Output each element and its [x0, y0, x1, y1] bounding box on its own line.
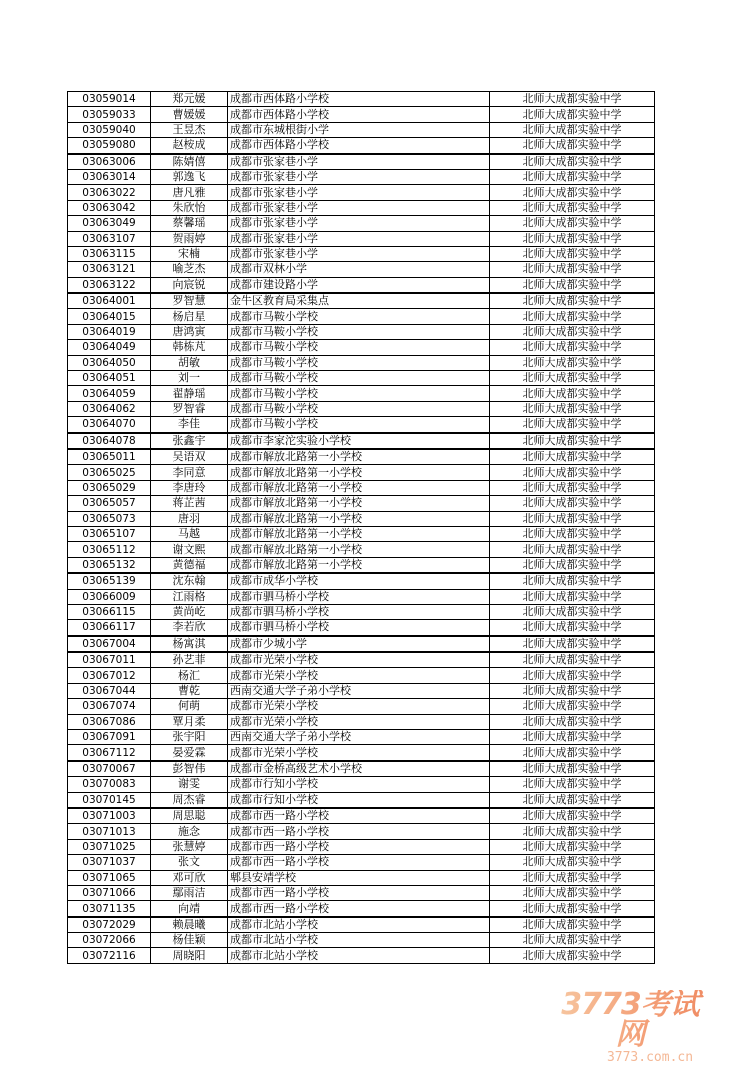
- table-row: [68, 620, 655, 636]
- table-row: [68, 231, 655, 246]
- admitted-school-cell: 北师大成都实验中学: [490, 542, 655, 557]
- school-name-cell: 成都市成华小学校: [228, 573, 490, 589]
- school-name-cell: 成都市光荣小学校: [228, 668, 490, 683]
- student-id-cell: 03063022: [68, 185, 151, 200]
- student-id-cell: 03071025: [68, 839, 151, 854]
- student-name-cell: 韩栋芃: [151, 340, 228, 355]
- table-row: [68, 901, 655, 917]
- school-name-cell: 成都市西一路小学校: [228, 824, 490, 839]
- table-row: [68, 293, 655, 309]
- table-row: [68, 324, 655, 339]
- table-row: [68, 777, 655, 792]
- student-name-cell: 杨汇: [151, 668, 228, 683]
- school-name-cell: 成都市马鞍小学校: [228, 324, 490, 339]
- school-name-cell: 成都市西体路小学校: [228, 107, 490, 122]
- table-row: [68, 496, 655, 511]
- student-id-cell: 03064078: [68, 433, 151, 449]
- student-name-cell: 彭智伟: [151, 761, 228, 777]
- student-id-cell: 03067011: [68, 652, 151, 668]
- school-name-cell: 成都市马鞍小学校: [228, 371, 490, 386]
- student-name-cell: 李唐玲: [151, 480, 228, 495]
- table-row: [68, 107, 655, 122]
- table-row: [68, 808, 655, 824]
- admitted-school-cell: 北师大成都实验中学: [490, 417, 655, 433]
- table-row: [68, 636, 655, 652]
- student-id-cell: 03072116: [68, 948, 151, 963]
- school-name-cell: 成都市光荣小学校: [228, 745, 490, 761]
- student-id-cell: 03070083: [68, 777, 151, 792]
- student-name-cell: 周晓阳: [151, 948, 228, 963]
- table-row: [68, 948, 655, 963]
- table-row: [68, 604, 655, 619]
- admitted-school-cell: 北师大成都实验中学: [490, 216, 655, 231]
- school-name-cell: 成都市解放北路第一小学校: [228, 465, 490, 480]
- table-row: [68, 870, 655, 885]
- student-id-cell: 03065107: [68, 526, 151, 541]
- table-row: [68, 200, 655, 215]
- student-id-cell: 03066009: [68, 589, 151, 604]
- table-row: [68, 730, 655, 745]
- school-name-cell: 成都市马鞍小学校: [228, 340, 490, 355]
- student-name-cell: 翟静瑶: [151, 386, 228, 401]
- student-name-cell: 陈婧僖: [151, 154, 228, 170]
- student-id-cell: 03067044: [68, 683, 151, 698]
- admitted-school-cell: 北师大成都实验中学: [490, 557, 655, 573]
- admitted-school-cell: 北师大成都实验中学: [490, 324, 655, 339]
- roster-body: [68, 92, 655, 964]
- student-name-cell: 罗智慧: [151, 293, 228, 309]
- school-name-cell: 金牛区教育局采集点: [228, 293, 490, 309]
- student-name-cell: 曹乾: [151, 683, 228, 698]
- student-id-cell: 03065057: [68, 496, 151, 511]
- school-name-cell: 成都市马鞍小学校: [228, 386, 490, 401]
- student-id-cell: 03067012: [68, 668, 151, 683]
- table-row: [68, 371, 655, 386]
- table-row: [68, 745, 655, 761]
- student-name-cell: 赖晨曦: [151, 917, 228, 933]
- table-row: [68, 262, 655, 277]
- watermark-logo: 3773考试网: [550, 990, 710, 1050]
- admitted-school-cell: 北师大成都实验中学: [490, 714, 655, 729]
- admitted-school-cell: 北师大成都实验中学: [490, 699, 655, 714]
- admitted-school-cell: 北师大成都实验中学: [490, 573, 655, 589]
- admitted-school-cell: 北师大成都实验中学: [490, 231, 655, 246]
- student-name-cell: 鄢雨洁: [151, 885, 228, 900]
- admitted-school-cell: 北师大成都实验中学: [490, 122, 655, 137]
- student-name-cell: 向宸锐: [151, 277, 228, 293]
- table-row: [68, 277, 655, 293]
- student-id-cell: 03065132: [68, 557, 151, 573]
- school-name-cell: 成都市北站小学校: [228, 933, 490, 948]
- admitted-school-cell: 北师大成都实验中学: [490, 901, 655, 917]
- table-row: [68, 401, 655, 416]
- admitted-school-cell: 北师大成都实验中学: [490, 138, 655, 154]
- student-id-cell: 03071003: [68, 808, 151, 824]
- school-name-cell: 成都市解放北路第一小学校: [228, 526, 490, 541]
- student-name-cell: 贺雨婷: [151, 231, 228, 246]
- student-id-cell: 03059033: [68, 107, 151, 122]
- admitted-school-cell: 北师大成都实验中学: [490, 154, 655, 170]
- student-name-cell: 郭逸飞: [151, 169, 228, 184]
- student-name-cell: 宋楠: [151, 246, 228, 261]
- table-row: [68, 449, 655, 465]
- student-id-cell: 03064051: [68, 371, 151, 386]
- school-name-cell: 成都市张家巷小学: [228, 200, 490, 215]
- admitted-school-cell: 北师大成都实验中学: [490, 262, 655, 277]
- school-name-cell: 成都市少城小学: [228, 636, 490, 652]
- student-id-cell: 03064050: [68, 355, 151, 370]
- student-id-cell: 03070145: [68, 792, 151, 808]
- admitted-school-cell: 北师大成都实验中学: [490, 511, 655, 526]
- table-row: [68, 573, 655, 589]
- student-name-cell: 朱欣怡: [151, 200, 228, 215]
- student-name-cell: 何萌: [151, 699, 228, 714]
- admitted-school-cell: 北师大成都实验中学: [490, 777, 655, 792]
- student-id-cell: 03063014: [68, 169, 151, 184]
- student-name-cell: 向靖: [151, 901, 228, 917]
- student-id-cell: 03065025: [68, 465, 151, 480]
- school-name-cell: 西南交通大学子弟小学校: [228, 730, 490, 745]
- table-row: [68, 839, 655, 854]
- site-watermark: [550, 987, 710, 1066]
- table-row: [68, 511, 655, 526]
- admitted-school-cell: 北师大成都实验中学: [490, 277, 655, 293]
- table-row: [68, 824, 655, 839]
- table-row: [68, 668, 655, 683]
- school-name-cell: 成都市西一路小学校: [228, 885, 490, 900]
- student-id-cell: 03065073: [68, 511, 151, 526]
- admitted-school-cell: 北师大成都实验中学: [490, 200, 655, 215]
- school-name-cell: 成都市驷马桥小学校: [228, 604, 490, 619]
- table-row: [68, 246, 655, 261]
- school-name-cell: 成都市李家沱实验小学校: [228, 433, 490, 449]
- student-id-cell: 03065011: [68, 449, 151, 465]
- student-name-cell: 周杰睿: [151, 792, 228, 808]
- school-name-cell: 成都市驷马桥小学校: [228, 620, 490, 636]
- student-id-cell: 03064070: [68, 417, 151, 433]
- school-name-cell: 成都市马鞍小学校: [228, 355, 490, 370]
- student-name-cell: 黄德福: [151, 557, 228, 573]
- admitted-school-cell: 北师大成都实验中学: [490, 839, 655, 854]
- admitted-school-cell: 北师大成都实验中学: [490, 589, 655, 604]
- table-row: [68, 683, 655, 698]
- school-name-cell: 成都市张家巷小学: [228, 216, 490, 231]
- student-id-cell: 03066117: [68, 620, 151, 636]
- admitted-school-cell: 北师大成都实验中学: [490, 761, 655, 777]
- student-id-cell: 03071013: [68, 824, 151, 839]
- admitted-school-cell: 北师大成都实验中学: [490, 808, 655, 824]
- admitted-school-cell: 北师大成都实验中学: [490, 604, 655, 619]
- student-id-cell: 03067004: [68, 636, 151, 652]
- table-row: [68, 699, 655, 714]
- school-name-cell: 成都市行知小学校: [228, 777, 490, 792]
- student-id-cell: 03065112: [68, 542, 151, 557]
- student-name-cell: 曹媛媛: [151, 107, 228, 122]
- student-id-cell: 03072029: [68, 917, 151, 933]
- student-id-cell: 03064001: [68, 293, 151, 309]
- student-name-cell: 江雨格: [151, 589, 228, 604]
- table-row: [68, 526, 655, 541]
- admitted-school-cell: 北师大成都实验中学: [490, 526, 655, 541]
- school-name-cell: 成都市光荣小学校: [228, 714, 490, 729]
- student-name-cell: 杨佳颖: [151, 933, 228, 948]
- student-roster-table: [67, 91, 655, 964]
- admitted-school-cell: 北师大成都实验中学: [490, 107, 655, 122]
- student-id-cell: 03064019: [68, 324, 151, 339]
- admitted-school-cell: 北师大成都实验中学: [490, 652, 655, 668]
- student-name-cell: 郑元媛: [151, 92, 228, 107]
- student-name-cell: 喻芝杰: [151, 262, 228, 277]
- student-name-cell: 谢文熙: [151, 542, 228, 557]
- admitted-school-cell: 北师大成都实验中学: [490, 948, 655, 963]
- table-row: [68, 557, 655, 573]
- table-row: [68, 433, 655, 449]
- admitted-school-cell: 北师大成都实验中学: [490, 745, 655, 761]
- table-row: [68, 792, 655, 808]
- student-name-cell: 张鑫宇: [151, 433, 228, 449]
- school-name-cell: 成都市解放北路第一小学校: [228, 511, 490, 526]
- student-name-cell: 赵桉成: [151, 138, 228, 154]
- student-name-cell: 孙艺菲: [151, 652, 228, 668]
- admitted-school-cell: 北师大成都实验中学: [490, 309, 655, 324]
- student-id-cell: 03059014: [68, 92, 151, 107]
- school-name-cell: 成都市西一路小学校: [228, 839, 490, 854]
- watermark-url: 3773.com.cn: [606, 1050, 694, 1065]
- student-name-cell: 黄尚屹: [151, 604, 228, 619]
- admitted-school-cell: 北师大成都实验中学: [490, 293, 655, 309]
- student-id-cell: 03063121: [68, 262, 151, 277]
- student-id-cell: 03064062: [68, 401, 151, 416]
- school-name-cell: 成都市解放北路第一小学校: [228, 496, 490, 511]
- admitted-school-cell: 北师大成都实验中学: [490, 792, 655, 808]
- student-id-cell: 03064059: [68, 386, 151, 401]
- table-row: [68, 355, 655, 370]
- table-row: [68, 169, 655, 184]
- student-name-cell: 张文: [151, 855, 228, 870]
- table-row: [68, 933, 655, 948]
- student-id-cell: 03072066: [68, 933, 151, 948]
- table-row: [68, 386, 655, 401]
- student-name-cell: 胡敏: [151, 355, 228, 370]
- admitted-school-cell: 北师大成都实验中学: [490, 433, 655, 449]
- student-id-cell: 03067112: [68, 745, 151, 761]
- student-name-cell: 杨寓淇: [151, 636, 228, 652]
- school-name-cell: 成都市光荣小学校: [228, 652, 490, 668]
- admitted-school-cell: 北师大成都实验中学: [490, 933, 655, 948]
- table-row: [68, 340, 655, 355]
- school-name-cell: 成都市东城根街小学: [228, 122, 490, 137]
- student-id-cell: 03064015: [68, 309, 151, 324]
- admitted-school-cell: 北师大成都实验中学: [490, 371, 655, 386]
- school-name-cell: 成都市光荣小学校: [228, 699, 490, 714]
- school-name-cell: 成都市西一路小学校: [228, 901, 490, 917]
- student-name-cell: 覃月柔: [151, 714, 228, 729]
- student-name-cell: 唐羽: [151, 511, 228, 526]
- table-row: [68, 216, 655, 231]
- admitted-school-cell: 北师大成都实验中学: [490, 683, 655, 698]
- table-row: [68, 652, 655, 668]
- school-name-cell: 成都市西一路小学校: [228, 855, 490, 870]
- student-id-cell: 03063042: [68, 200, 151, 215]
- student-id-cell: 03067086: [68, 714, 151, 729]
- admitted-school-cell: 北师大成都实验中学: [490, 465, 655, 480]
- school-name-cell: 成都市驷马桥小学校: [228, 589, 490, 604]
- admitted-school-cell: 北师大成都实验中学: [490, 870, 655, 885]
- student-id-cell: 03070067: [68, 761, 151, 777]
- student-name-cell: 周思聪: [151, 808, 228, 824]
- school-name-cell: 成都市北站小学校: [228, 917, 490, 933]
- admitted-school-cell: 北师大成都实验中学: [490, 730, 655, 745]
- school-name-cell: 成都市马鞍小学校: [228, 309, 490, 324]
- admitted-school-cell: 北师大成都实验中学: [490, 824, 655, 839]
- student-id-cell: 03065029: [68, 480, 151, 495]
- table-row: [68, 417, 655, 433]
- school-name-cell: 成都市西体路小学校: [228, 138, 490, 154]
- school-name-cell: 成都市西一路小学校: [228, 808, 490, 824]
- student-name-cell: 马越: [151, 526, 228, 541]
- admitted-school-cell: 北师大成都实验中学: [490, 496, 655, 511]
- table-row: [68, 92, 655, 107]
- student-name-cell: 蒋芷茜: [151, 496, 228, 511]
- student-name-cell: 谢雯: [151, 777, 228, 792]
- table-row: [68, 917, 655, 933]
- admitted-school-cell: 北师大成都实验中学: [490, 917, 655, 933]
- student-id-cell: 03071065: [68, 870, 151, 885]
- admitted-school-cell: 北师大成都实验中学: [490, 620, 655, 636]
- table-row: [68, 138, 655, 154]
- student-name-cell: 唐凡雅: [151, 185, 228, 200]
- school-name-cell: 成都市张家巷小学: [228, 185, 490, 200]
- school-name-cell: 成都市张家巷小学: [228, 246, 490, 261]
- admitted-school-cell: 北师大成都实验中学: [490, 885, 655, 900]
- student-name-cell: 唐鸿寅: [151, 324, 228, 339]
- school-name-cell: 成都市金桥高级艺术小学校: [228, 761, 490, 777]
- student-name-cell: 王昱杰: [151, 122, 228, 137]
- student-name-cell: 罗智睿: [151, 401, 228, 416]
- school-name-cell: 成都市张家巷小学: [228, 169, 490, 184]
- school-name-cell: 成都市解放北路第一小学校: [228, 480, 490, 495]
- table-row: [68, 542, 655, 557]
- table-row: [68, 154, 655, 170]
- admitted-school-cell: 北师大成都实验中学: [490, 185, 655, 200]
- table-row: [68, 309, 655, 324]
- student-name-cell: 蔡馨瑶: [151, 216, 228, 231]
- school-name-cell: 成都市解放北路第一小学校: [228, 449, 490, 465]
- table-row: [68, 122, 655, 137]
- student-name-cell: 吴语双: [151, 449, 228, 465]
- admitted-school-cell: 北师大成都实验中学: [490, 668, 655, 683]
- student-name-cell: 邓可欣: [151, 870, 228, 885]
- school-name-cell: 成都市双林小学: [228, 262, 490, 277]
- student-id-cell: 03063006: [68, 154, 151, 170]
- school-name-cell: 西南交通大学子弟小学校: [228, 683, 490, 698]
- student-name-cell: 沈东翰: [151, 573, 228, 589]
- admitted-school-cell: 北师大成都实验中学: [490, 480, 655, 495]
- school-name-cell: 郫县安靖学校: [228, 870, 490, 885]
- student-name-cell: 张宇阳: [151, 730, 228, 745]
- student-id-cell: 03064049: [68, 340, 151, 355]
- admitted-school-cell: 北师大成都实验中学: [490, 340, 655, 355]
- admitted-school-cell: 北师大成都实验中学: [490, 246, 655, 261]
- school-name-cell: 成都市解放北路第一小学校: [228, 557, 490, 573]
- admitted-school-cell: 北师大成都实验中学: [490, 855, 655, 870]
- student-name-cell: 杨启星: [151, 309, 228, 324]
- admitted-school-cell: 北师大成都实验中学: [490, 449, 655, 465]
- school-name-cell: 成都市马鞍小学校: [228, 401, 490, 416]
- student-id-cell: 03071037: [68, 855, 151, 870]
- school-name-cell: 成都市张家巷小学: [228, 154, 490, 170]
- school-name-cell: 成都市西体路小学校: [228, 92, 490, 107]
- school-name-cell: 成都市解放北路第一小学校: [228, 542, 490, 557]
- table-row: [68, 465, 655, 480]
- student-id-cell: 03063115: [68, 246, 151, 261]
- admitted-school-cell: 北师大成都实验中学: [490, 401, 655, 416]
- table-row: [68, 589, 655, 604]
- admitted-school-cell: 北师大成都实验中学: [490, 636, 655, 652]
- student-id-cell: 03059040: [68, 122, 151, 137]
- student-name-cell: 张慧婷: [151, 839, 228, 854]
- student-id-cell: 03059080: [68, 138, 151, 154]
- student-id-cell: 03063049: [68, 216, 151, 231]
- student-name-cell: 李佳: [151, 417, 228, 433]
- school-name-cell: 成都市马鞍小学校: [228, 417, 490, 433]
- school-name-cell: 成都市建设路小学: [228, 277, 490, 293]
- student-id-cell: 03071066: [68, 885, 151, 900]
- admitted-school-cell: 北师大成都实验中学: [490, 355, 655, 370]
- student-id-cell: 03066115: [68, 604, 151, 619]
- school-name-cell: 成都市张家巷小学: [228, 231, 490, 246]
- school-name-cell: 成都市北站小学校: [228, 948, 490, 963]
- student-id-cell: 03071135: [68, 901, 151, 917]
- table-row: [68, 761, 655, 777]
- student-id-cell: 03063122: [68, 277, 151, 293]
- admitted-school-cell: 北师大成都实验中学: [490, 169, 655, 184]
- table-row: [68, 185, 655, 200]
- student-id-cell: 03067074: [68, 699, 151, 714]
- admitted-school-cell: 北师大成都实验中学: [490, 92, 655, 107]
- student-name-cell: 施念: [151, 824, 228, 839]
- student-name-cell: 李同意: [151, 465, 228, 480]
- student-name-cell: 刘一: [151, 371, 228, 386]
- table-row: [68, 480, 655, 495]
- student-id-cell: 03063107: [68, 231, 151, 246]
- table-row: [68, 714, 655, 729]
- table-row: [68, 885, 655, 900]
- student-id-cell: 03067091: [68, 730, 151, 745]
- school-name-cell: 成都市行知小学校: [228, 792, 490, 808]
- student-id-cell: 03065139: [68, 573, 151, 589]
- table-row: [68, 855, 655, 870]
- admitted-school-cell: 北师大成都实验中学: [490, 386, 655, 401]
- student-name-cell: 晏爱霖: [151, 745, 228, 761]
- student-name-cell: 李若欣: [151, 620, 228, 636]
